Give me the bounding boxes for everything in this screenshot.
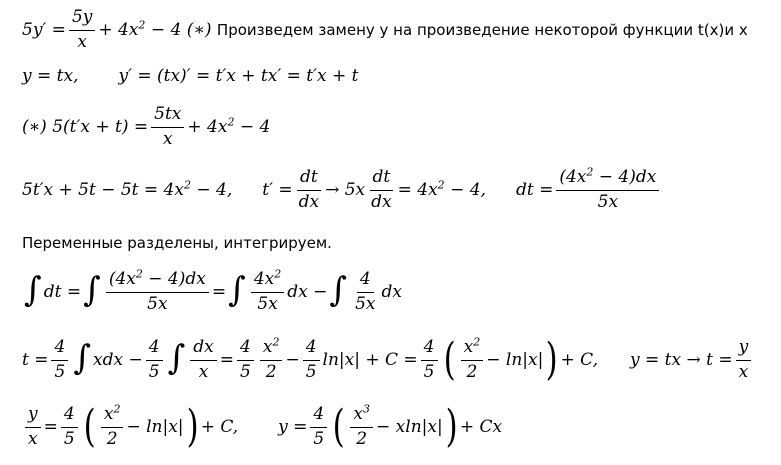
equation-line-7: t = $\frac{4}{5}$ ∫ xdx − $\frac{4}{5}$ ∫ $\frac{dx}{x}$ = $\frac{4}{5}$ $\frac{x^2}{2}$ − $\frac{4}{5}$ ln|x| + C = $\frac{4}{5}$ ( $\frac{x^2}{2}$ − ln|x| ) + C, y = tx → t = $\frac{y}{x}$ [22, 338, 754, 382]
equation-line-3: (∗) 5(t′x + t) = $\frac{5tx}{x}$ + $4x^2 - 4$ [22, 104, 271, 149]
separated-line [22, 234, 332, 252]
intro-text: Произведем замену y на произведение некоторой функции t(x)и x [216, 21, 748, 40]
equation-line-1: 5y′ = $\frac{5y}{x}$ + $4x^2 - 4$ (∗) Произведем замену y на произведение некоторой функции t(x)и x [22, 7, 748, 52]
equation-line-8: $\frac{y}{x}$ = $\frac{4}{5}$ ( $\frac{x^2}{2}$ − ln|x| ) + C, y = $\frac{4}{5}$ ( $\frac{x^3}{2}$ − xln|x| ) + Cx [22, 405, 502, 449]
equation-line-4: $5t'x + 5t - 5t = 4x^2 - 4$, t′ = $\frac{dt}{dx}$ → 5x $\frac{dt}{dx}$ = $4x^2 - 4$, dt = $\frac{(4x^2 - 4)dx}{5x}$ [22, 168, 662, 212]
fraction: $\frac{5y}{x}$ [69, 8, 95, 52]
separated-text: Переменные разделены, интегрируем. [22, 234, 332, 252]
equation-line-6: ∫ dt = ∫ $\frac{(4x^2 - 4)dx}{5x}$ = ∫ $\frac{4x^2}{5x}$ dx − ∫ $\frac{4}{5x}$ dx [24, 267, 402, 314]
equation-line-2: y = tx, y′ = (tx)′ = t′x + tx′ = t′x + t [22, 66, 359, 86]
